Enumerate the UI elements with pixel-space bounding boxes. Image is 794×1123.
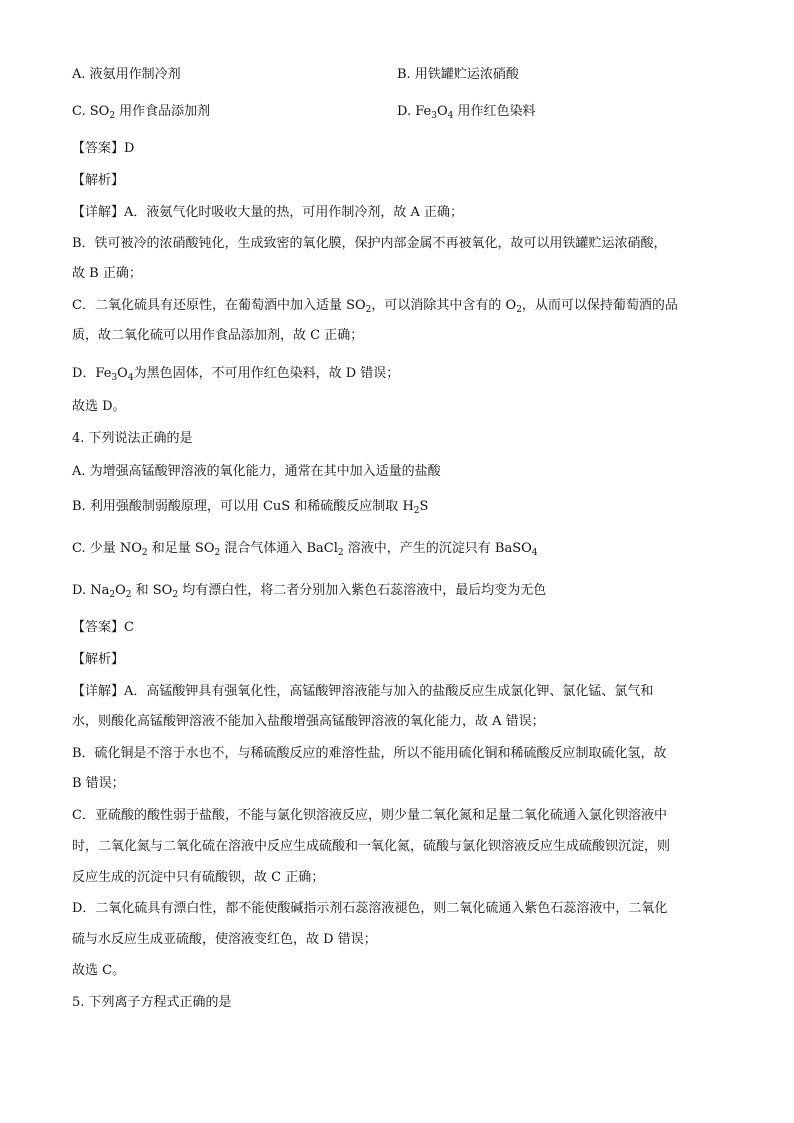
q4-detail-line: B．硫化铜是不溶于水也不，与稀硫酸反应的难溶性盐，所以不能用硫化铜和稀硫酸反应制取硫化氢，故 — [72, 746, 667, 761]
q3-analysis-heading: 【解析】 — [72, 173, 125, 188]
q4-answer: 【答案】C — [72, 620, 134, 635]
q3-detail-line: 质，故二氧化硫可以用作食品添加剂，故 C 正确； — [72, 328, 364, 343]
q4-detail-line: 时，二氧化氮与二氧化硫在溶液中反应生成硫酸和一氧化氮，硫酸与氯化钡溶液反应生成硫酸钡沉淀，则 — [72, 839, 671, 854]
q4-stem: 4. 下列说法正确的是 — [72, 431, 193, 446]
q4-detail-line: 硫与水反应生成亚硫酸，使溶液变红色，故 D 错误； — [72, 932, 377, 947]
q3-detail-line: D．$Fe_3O_4$为黑色固体，不可用作红色染料，故 D 错误； — [72, 366, 400, 383]
q3-detail-line: 【详解】A．液氨气化时吸收大量的热，可用作制冷剂，故 A 正确； — [72, 205, 464, 220]
q4-analysis-heading: 【解析】 — [72, 652, 125, 667]
q4-conclusion: 故选 C。 — [72, 963, 126, 978]
q3-detail-line: C．二氧化硫具有还原性，在葡萄酒中加入适量 $SO_2$，可以消除其中含有的 $O_2$，从而可以保持葡萄酒的品 — [72, 298, 678, 315]
q4-detail-line: 反应生成的沉淀中只有硫酸钡，故 C 正确； — [72, 870, 325, 885]
q3-option-c: C. $SO_2$ 用作食品添加剂 — [72, 104, 211, 121]
q3-detail-line: B．铁可被冷的浓硝酸钝化，生成致密的氧化膜，保护内部金属不再被氧化，故可以用铁罐贮运浓硝酸， — [72, 236, 667, 251]
q4-detail-line: 水，则酸化高锰酸钾溶液不能加入盐酸增强高锰酸钾溶液的氧化能力，故 A 错误； — [72, 714, 545, 729]
q3-answer: 【答案】D — [72, 141, 135, 156]
q4-option-b: B. 利用强酸制弱酸原理，可以用 CuS 和稀硫酸反应制取 $H_2S$ — [72, 499, 429, 516]
q5-stem: 5. 下列离子方程式正确的是 — [72, 995, 232, 1010]
q3-option-a: A. 液氨用作制冷剂 — [72, 67, 181, 82]
q3-option-b: B. 用铁罐贮运浓硝酸 — [397, 67, 519, 82]
q3-option-d: D. $Fe_3O_4$ 用作红色染料 — [397, 104, 536, 121]
q4-option-a: A. 为增强高锰酸钾溶液的氧化能力，通常在其中加入适量的盐酸 — [72, 464, 441, 479]
q4-detail-line: 【详解】A．高锰酸钾具有强氧化性，高锰酸钾溶液能与加入的盐酸反应生成氯化钾、氯化锰、氯气和 — [72, 684, 654, 699]
q4-option-d: D. $Na_2O_2$ 和 $SO_2$ 均有漂白性，将二者分别加入紫色石蕊溶液中，最后均变为无色 — [72, 583, 547, 600]
q4-detail-line: B 错误； — [72, 776, 125, 791]
q3-conclusion: 故选 D。 — [72, 399, 126, 414]
q4-detail-line: D．二氧化硫具有漂白性，都不能使酸碱指示剂石蕊溶液褪色，则二氧化硫通入紫色石蕊溶液中，二氧化 — [72, 901, 668, 916]
q4-detail-line: C．亚硫酸的酸性弱于盐酸，不能与氯化钡溶液反应，则少量二氧化氮和足量二氧化硫通入氯化钡溶液中 — [72, 808, 667, 823]
q4-option-c: C. 少量 $NO_2$ 和足量 $SO_2$ 混合气体通入 BaCl$_2$ 溶液中，产生的沉淀只有 BaSO$_4$ — [72, 541, 538, 558]
q3-detail-line: 故 B 正确； — [72, 266, 142, 281]
